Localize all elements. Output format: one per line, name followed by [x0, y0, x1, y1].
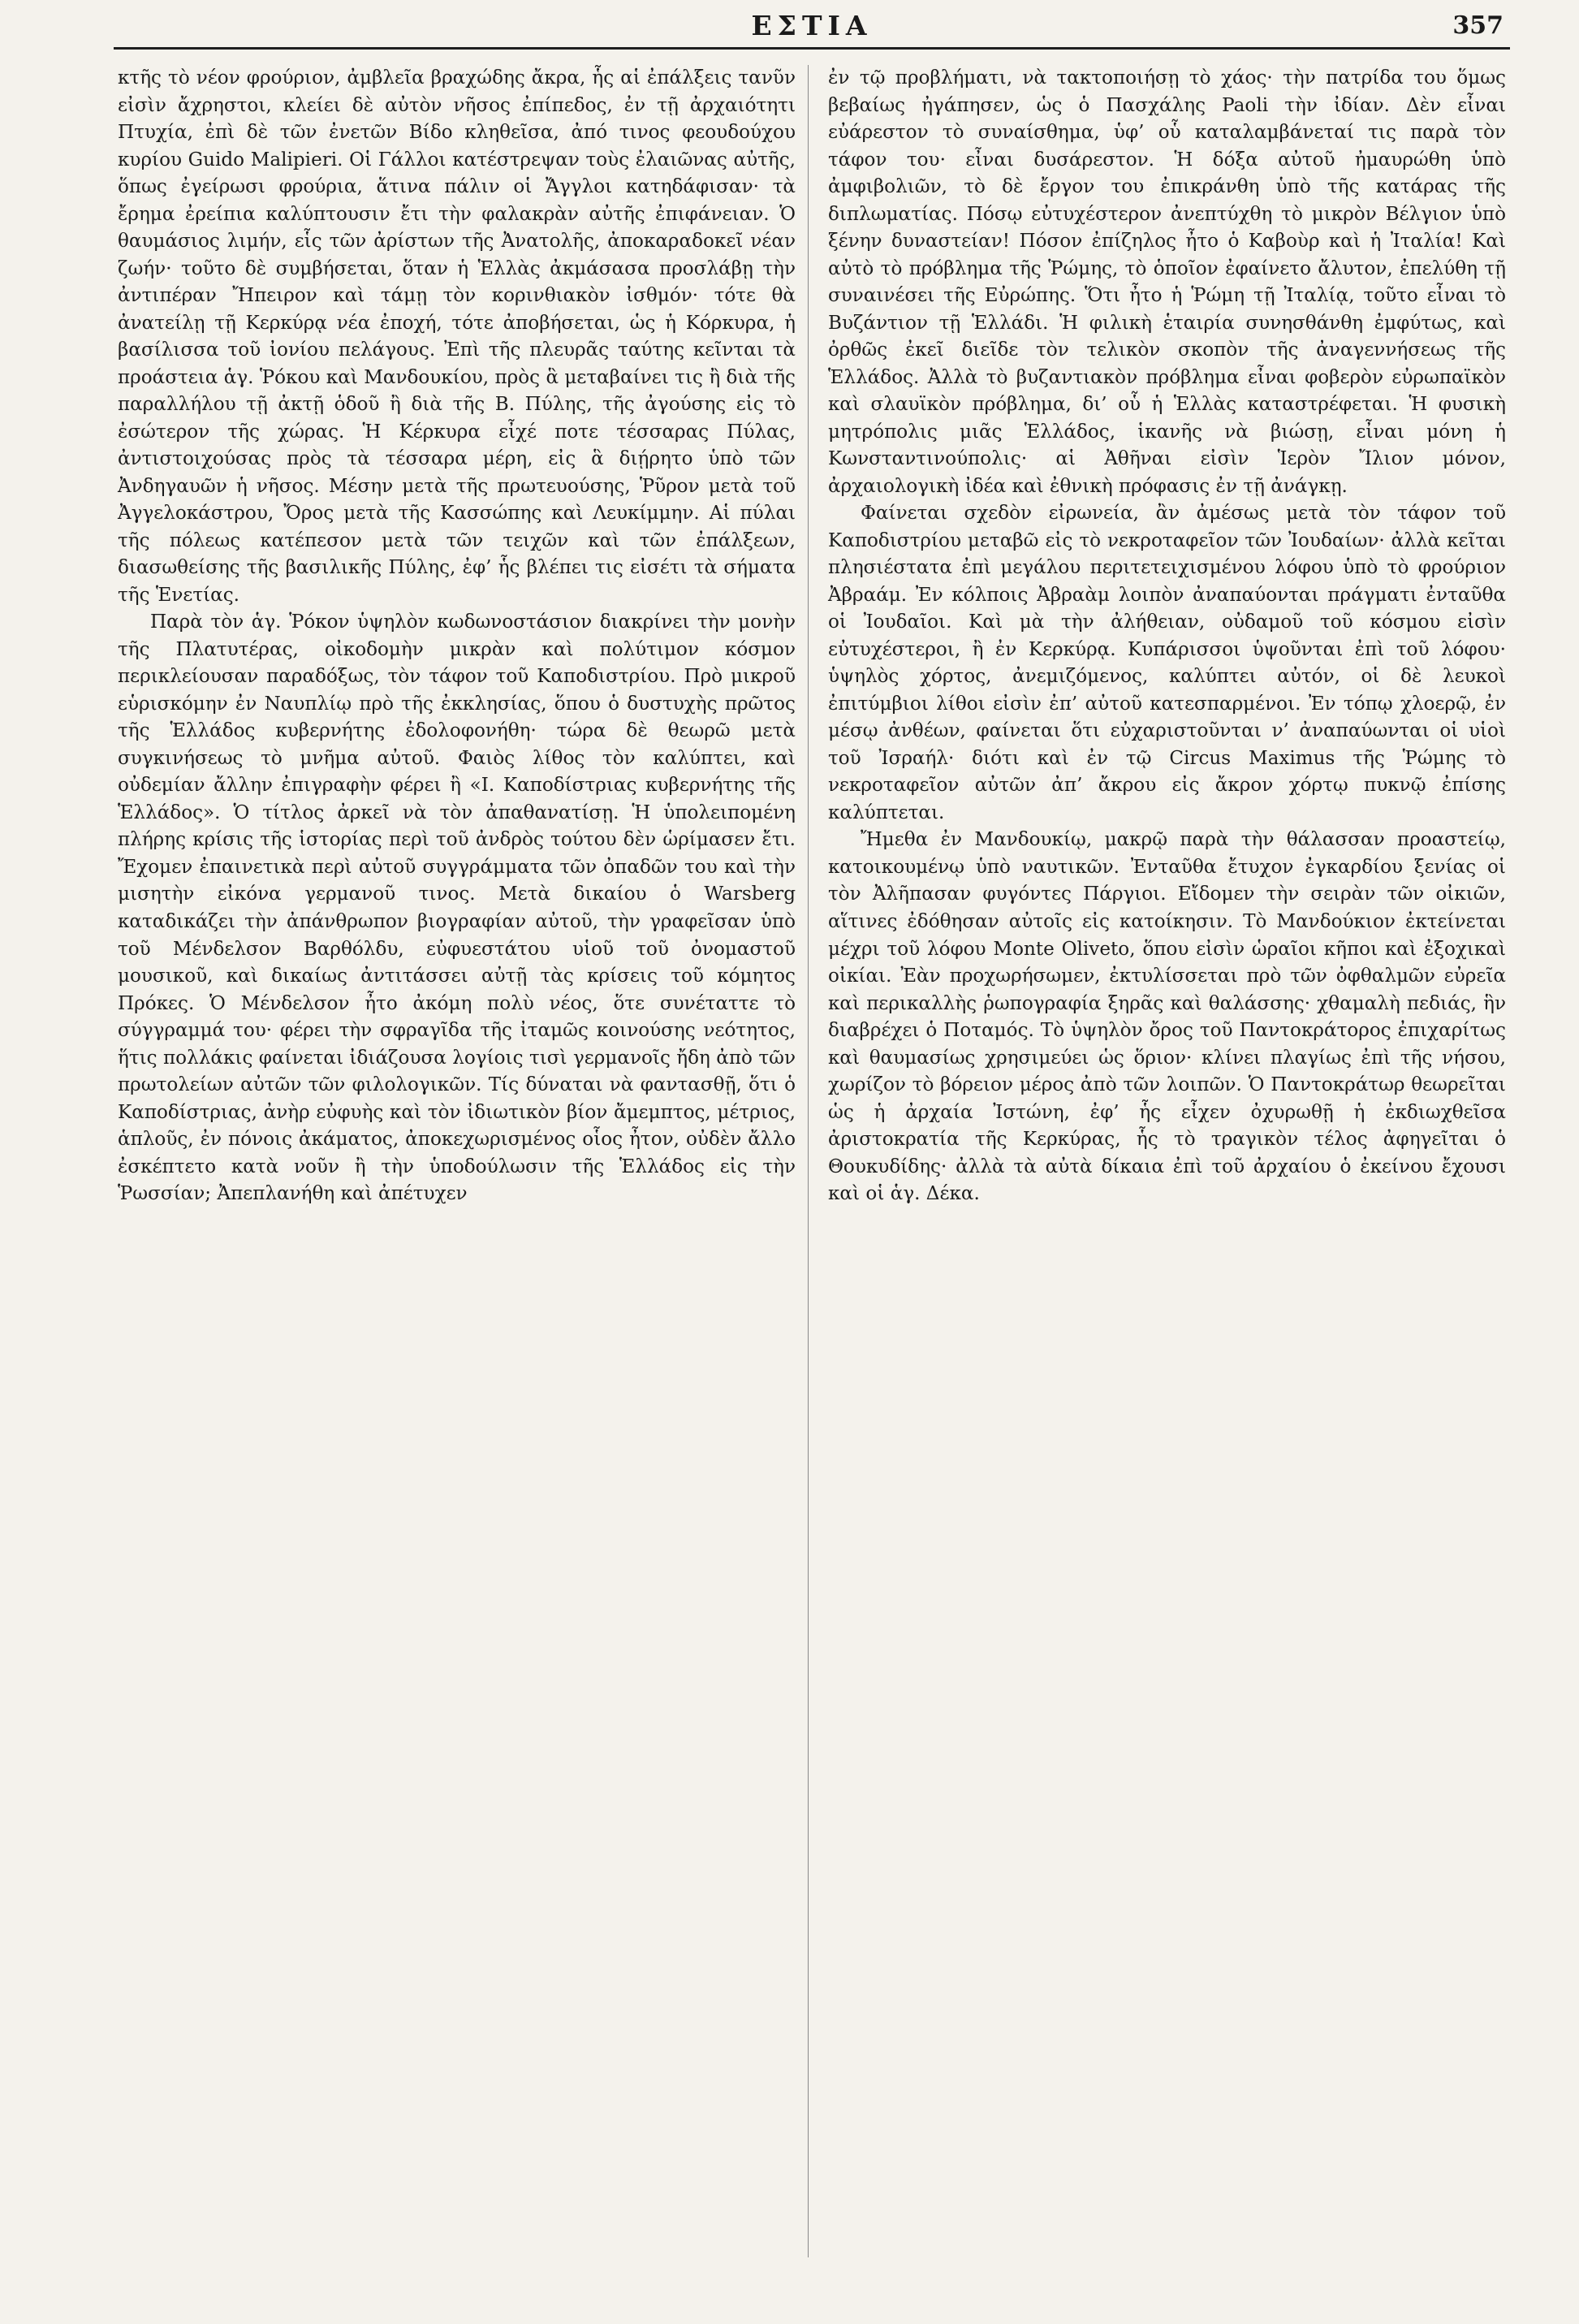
page-header [114, 10, 1510, 42]
page-number: 357 [1452, 11, 1504, 40]
left-paragraph-1: κτῆς τὸ νέον φρούριον, ἀμβλεῖα βραχώδης ἄκρα, ἧς αἱ ἐπάλξεις τανῦν εἰσὶν ἄχρηστοι, κλείει δὲ αὐτὸν νῆσος ἐπίπεδος, ἐν τῇ ἀρχαιότητι Πτυχία, ἐπὶ δὲ τῶν ἐνετῶν Βίδο κληθεῖσα, ἀπό τινος φεουδούχου κυρίου Guido Malipieri. Οἱ Γάλλοι κατέστρεψαν τοὺς ἐλαιῶνας αὐτῆς, ὅπως ἐγείρωσι φρούρια, ἅτινα πάλιν οἱ Ἄγγλοι κατηδάφισαν· τὰ ἔρημα ἐρείπια καλύπτουσιν ἔτι τὴν φαλακρὰν αὐτῆς ἐπιφάνειαν. Ὁ θαυμάσιος λιμήν, εἷς τῶν ἀρίστων τῆς Ἀνατολῆς, ἀποκαραδοκεῖ νέαν ζωήν· τοῦτο δὲ συμβήσεται, ὅταν ἡ Ἑλλὰς ἀκμάσασα προσλάβῃ τὴν ἀντιπέραν Ἤπειρον καὶ τάμῃ τὸν κορινθιακὸν ἰσθμόν· τότε θὰ ἀνατείλῃ τῇ Κερκύρᾳ νέα ἐποχή, τότε ἀποβήσεται, ὡς ἡ Κόρκυρα, ἡ βασίλισσα τοῦ ἰονίου πελάγους. Ἐπὶ τῆς πλευρᾶς ταύτης κεῖνται τὰ προάστεια ἁγ. Ῥόκου καὶ Μανδουκίου, πρὸς ἃ μεταβαίνει τις ἢ διὰ τῆς παραλλήλου τῇ ἀκτῇ ὁδοῦ ἢ διὰ τῆς Β. Πύλης, τῆς ἀγούσης εἰς τὸ ἐσώτερον τῆς χώρας. Ἡ Κέρκυρα εἶχέ ποτε τέσσαρας Πύλας, ἀντιστοιχούσας πρὸς τὰ τέσσαρα μέρη, εἰς ἃ διῄρητο ὑπὸ τῶν Ἀνδηγαυῶν ἡ νῆσος. Μέσην μετὰ τῆς πρωτευούσης, Ῥῦρον μετὰ τοῦ Ἀγγελοκάστρου, Ὄρος μετὰ τῆς Κασσώπης καὶ Λευκίμμην. Αἱ πύλαι τῆς πόλεως κατέπεσον μετὰ τῶν τειχῶν καὶ τῶν ἐπάλξεων, διασωθείσης τῆς βασιλικῆς Πύλης, ἐφ’ ἧς βλέπει τις εἰσέτι τὰ σήματα τῆς Ἑνετίας. [118, 67, 796, 606]
header-rule [114, 47, 1510, 50]
right-paragraph-3: Ἤμεθα ἐν Μανδουκίῳ, μακρῷ παρὰ τὴν θάλασσαν προαστείῳ, κατοικουμένῳ ὑπὸ ναυτικῶν. Ἐνταῦθα ἔτυχον ἐγκαρδίου ξενίας οἱ τὸν Ἀλῆπασαν φυγόντες Πάργιοι. Εἴδομεν τὴν σειρὰν τῶν οἰκιῶν, αἵτινες ἐδόθησαν αὐτοῖς εἰς κατοίκησιν. Τὸ Μανδούκιον ἐκτείνεται μέχρι τοῦ λόφου Monte Oliveto, ὅπου εἰσὶν ὡραῖοι κῆποι καὶ ἐξοχικαὶ οἰκίαι. Ἐὰν προχωρήσωμεν, ἐκτυλίσσεται πρὸ τῶν ὀφθαλμῶν εὐρεῖα καὶ περικαλλὴς ῥωπογραφία ξηρᾶς καὶ θαλάσσης· χθαμαλὴ πεδιάς, ἣν διαβρέχει ὁ Ποταμός. Τὸ ὑψηλὸν ὄρος τοῦ Παντοκράτορος ἐπιχαρίτως καὶ θαυμασίως χρησιμεύει ὡς ὅριον· κλίνει πλαγίως ἐπὶ τῆς νήσου, χωρίζον τὸ βόρειον μέρος ἀπὸ τῶν λοιπῶν. Ὁ Παντοκράτωρ θεωρεῖται ὡς ἡ ἀρχαία Ἰστώνη, ἐφ’ ἧς εἶχεν ὀχυρωθῇ ἡ ἐκδιωχθεῖσα ἀριστοκρατία τῆς Κερκύρας, ἧς τὸ τραγικὸν τέλος ἀφηγεῖται ὁ Θουκυδίδης· ἀλλὰ τὰ αὐτὰ δίκαια ἐπὶ τοῦ ἀρχαίου ὁ ἐκείνου ἔχουσι καὶ οἱ ἁγ. Δέκα. [828, 829, 1506, 1205]
right-paragraph-1: ἐν τῷ προβλήματι, νὰ τακτοποιήσῃ τὸ χάος· τὴν πατρίδα του ὅμως βεβαίως ἠγάπησεν, ὡς ὁ Πασχάλης Paoli τὴν ἰδίαν. Δὲν εἶναι εὐάρεστον τὸ συναίσθημα, ὑφ’ οὗ καταλαμβάνεταί τις παρὰ τὸν τάφον του· εἶναι δυσάρεστον. Ἡ δόξα αὐτοῦ ἠμαυρώθη ὑπὸ ἀμφιβολιῶν, τὸ δὲ ἔργον του ἐπικράνθη ὑπὸ τῆς κατάρας τῆς διπλωματίας. Πόσῳ εὐτυχέστερον ἀνεπτύχθη τὸ μικρὸν Βέλγιον ὑπὸ ξένην δυναστείαν! Πόσον ἐπίζηλος ἦτο ὁ Καβοὺρ καὶ ἡ Ἰταλία! Καὶ αὐτὸ τὸ πρόβλημα τῆς Ῥώμης, τὸ ὁποῖον ἐφαίνετο ἄλυτον, ἐπελύθη τῇ συναινέσει τῆς Εὐρώπης. Ὅτι ἦτο ἡ Ῥώμη τῇ Ἰταλίᾳ, τοῦτο εἶναι τὸ Βυζάντιον τῇ Ἑλλάδι. Ἡ φιλικὴ ἑταιρία συνησθάνθη ἐμφύτως, καὶ ὀρθῶς ἐκεῖ διεῖδε τὸν τελικὸν σκοπὸν τῆς ἀναγεννήσεως τῆς Ἑλλάδος. Ἀλλὰ τὸ βυζαντιακὸν πρόβλημα εἶναι φοβερὸν εὐρωπαϊκὸν καὶ σλαυϊκὸν πρόβλημα, δι’ οὗ ἡ Ἑλλὰς καταστρέφεται. Ἡ φυσικὴ μητρόπολις μιᾶς Ἑλλάδος, ἱκανῆς νὰ βιώσῃ, εἶναι μόνη ἡ Κωνσταντινούπολις· αἱ Ἀθῆναι εἰσὶν Ἱερὸν Ἴλιον μόνον, ἀρχαιολογικὴ ἰδέα καὶ ἐθνικὴ πρόφασις ἐν τῇ ἀνάγκῃ. [828, 67, 1506, 497]
running-title: ΕΣΤΙΑ [751, 10, 873, 41]
left-column [118, 65, 796, 1208]
right-column [828, 65, 1506, 1208]
right-paragraph-2: Φαίνεται σχεδὸν εἰρωνεία, ἂν ἀμέσως μετὰ τὸν τάφον τοῦ Καποδιστρίου μεταβῶ εἰς τὸ νεκροταφεῖον τῶν Ἰουδαίων· ἀλλὰ κεῖται πλησιέστατα ἐπὶ μεγάλου περιτετειχισμένου λόφου ὑπὸ τὸ φρούριον Ἀβραάμ. Ἐν κόλποις Ἀβραὰμ λοιπὸν ἀναπαύονται πράγματι ἐνταῦθα οἱ Ἰουδαῖοι. Καὶ μὰ τὴν ἀλήθειαν, οὐδαμοῦ τοῦ κόσμου εἰσὶν εὐτυχέστεροι, ἢ ἐν Κερκύρᾳ. Κυπάρισσοι ὑψοῦνται ἐπὶ τοῦ λόφου· ὑψηλὸς χόρτος, ἀνεμιζόμενος, καλύπτει αὐτόν, οἱ δὲ λευκοὶ ἐπιτύμβιοι λίθοι εἰσὶν ἐπ’ αὐτοῦ κατεσπαρμένοι. Ἐν τόπῳ χλοερῷ, ἐν μέσῳ ἀνθέων, φαίνεται ὅτι εὐχαριστοῦνται ν’ ἀναπαύωνται οἱ υἱοὶ τοῦ Ἰσραήλ· διότι καὶ ἐν τῷ Circus Maximus τῆς Ῥώμης τὸ νεκροταφεῖον αὐτῶν ἀπ’ ἄκρου εἰς ἄκρον χόρτῳ πυκνῷ ἐπίσης καλύπτεται. [828, 503, 1506, 823]
left-paragraph-2: Παρὰ τὸν ἁγ. Ῥόκον ὑψηλὸν κωδωνοστάσιον διακρίνει τὴν μονὴν τῆς Πλατυτέρας, οἰκοδομὴν μικρὰν καὶ πολύτιμον κόσμον περικλείουσαν παραδόξως, τὸν τάφον τοῦ Καποδιστρίου. Πρὸ μικροῦ εὑρισκόμην ἐν Ναυπλίῳ πρὸ τῆς ἐκκλησίας, ὅπου ὁ δυστυχὴς πρῶτος τῆς Ἑλλάδος κυβερνήτης ἐδολοφονήθη· τώρα δὲ θεωρῶ μετὰ συγκινήσεως τὸ μνῆμα αὐτοῦ. Φαιὸς λίθος τὸν καλύπτει, καὶ οὐδεμίαν ἄλλην ἐπιγραφὴν φέρει ἢ «Ι. Καποδίστριας κυβερνήτης τῆς Ἑλλάδος». Ὁ τίτλος ἀρκεῖ νὰ τὸν ἀπαθανατίσῃ. Ἡ ὑπολειπομένη πλήρης κρίσις τῆς ἱστορίας περὶ τοῦ ἀνδρὸς τούτου δὲν ὡρίμασεν ἔτι. Ἔχομεν ἐπαινετικὰ περὶ αὐτοῦ συγγράμματα τῶν ὀπαδῶν του καὶ τὴν μισητὴν εἰκόνα γερμανοῦ τινος. Μετὰ δικαίου ὁ Warsberg καταδικάζει τὴν ἀπάνθρωπον βιογραφίαν αὐτοῦ, τὴν γραφεῖσαν ὑπὸ τοῦ Μένδελσον Βαρθόλδυ, εὐφυεστάτου υἱοῦ τοῦ ὀνομαστοῦ μουσικοῦ, καὶ δικαίως ἀντιτάσσει αὐτῇ τὰς κρίσεις τοῦ κόμητος Πρόκες. Ὁ Μένδελσον ἦτο ἀκόμη πολὺ νέος, ὅτε συνέταττε τὸ σύγγραμμά του· φέρει τὴν σφραγῖδα τῆς ἰταμῶς κοινούσης νεότητος, ἥτις πολλάκις φαίνεται ἰδιάζουσα λογίοις τισὶ γερμανοῖς ἤδη ἀπὸ τῶν πρωτολείων αὐτῶν τῶν φιλολογικῶν. Τίς δύναται νὰ φαντασθῇ, ὅτι ὁ Καποδίστριας, ἀνὴρ εὐφυὴς καὶ τὸν ἰδιωτικὸν βίον ἄμεμπτος, μέτριος, ἁπλοῦς, ἐν πόνοις ἀκάματος, ἀποκεχωρισμένος οἷος ἦτον, οὐδὲν ἄλλο ἐσκέπτετο κατὰ νοῦν ἢ τὴν ὑποδούλωσιν τῆς Ἑλλάδος εἰς τὴν Ῥωσσίαν; Ἀπεπλανήθη καὶ ἀπέτυχεν [118, 611, 796, 1205]
column-divider [808, 65, 809, 2257]
